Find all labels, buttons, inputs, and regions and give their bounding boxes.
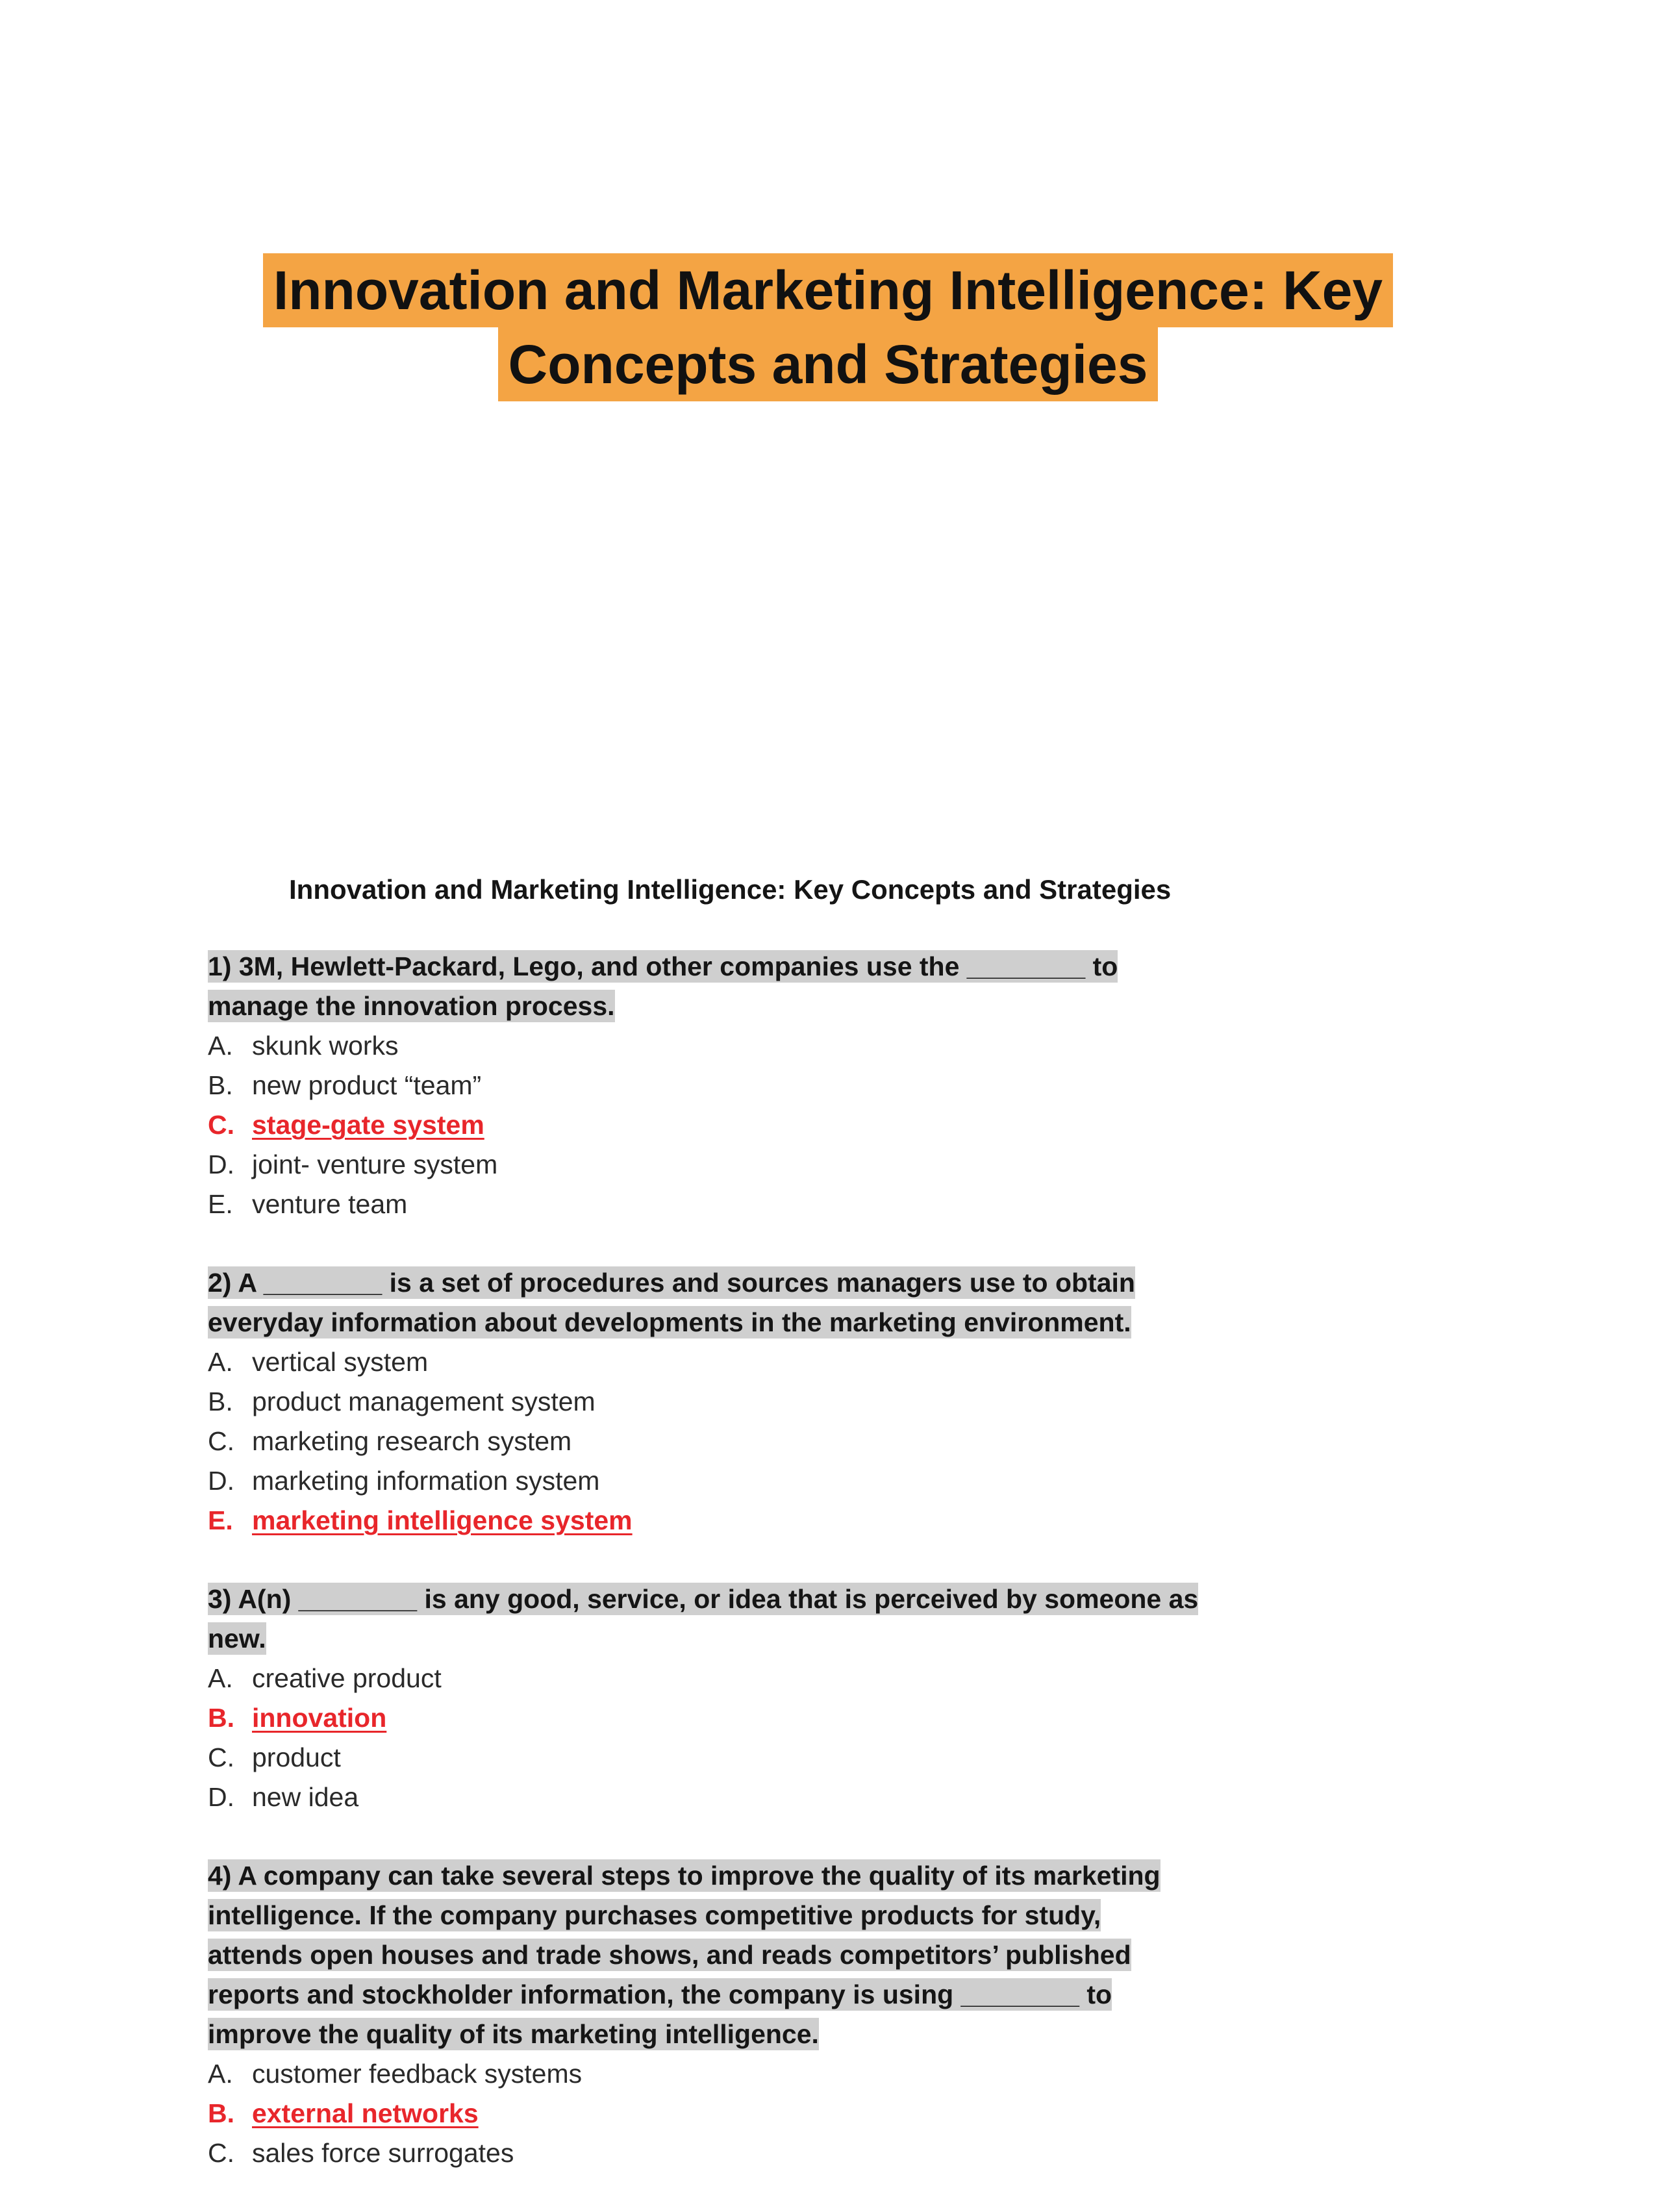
option-text: skunk works [252,1031,399,1061]
option-letter: A. [208,1031,233,1061]
option-letter: D. [208,1466,234,1496]
option-text: creative product [252,1663,442,1693]
option-text: customer feedback systems [252,2059,583,2089]
option-letter: A. [208,1347,233,1377]
option [208,1342,1221,1382]
option-letter: E. [208,1189,233,1219]
option-letter: C. [208,1426,234,1456]
option-text: innovation [252,1703,387,1733]
option-text: new product “team” [252,1070,482,1100]
option-text: stage-gate system [252,1110,484,1140]
option-letter: B. [208,1703,234,1733]
question-text-highlight: 4) A company can take several steps to improve the quality of its marketing intelligence. If the company purchases competitive products for study, attends open houses and trade shows, and reads competitors’ published reports and stockholder information, the company is using ________ to improve the quality of its marketing intelligence. [208,1861,1160,2049]
question-text [208,1579,1201,1659]
option-letter: A. [208,2059,233,2089]
option-letter: B. [208,2098,234,2128]
option-text: vertical system [252,1347,429,1377]
page-title [0,253,1656,401]
title-line-2: Concepts and Strategies [498,327,1159,401]
option-text: new idea [252,1782,359,1812]
option-letter: D. [208,1150,234,1179]
question-text-highlight: 1) 3M, Hewlett-Packard, Lego, and other companies use the ________ to manage the innovation process. [208,951,1118,1021]
question-text [208,947,1201,1026]
option-text: sales force surrogates [252,2138,514,2168]
option [208,2133,1221,2173]
correct-option [208,2094,1221,2133]
option-letter: B. [208,1387,233,1416]
option-letter: E. [208,1505,233,1535]
question-1 [208,947,1221,1224]
option-text: marketing information system [252,1466,600,1496]
title-line-1: Innovation and Marketing Intelligence: Key [263,253,1393,327]
option-text: external networks [252,2098,479,2128]
option [208,1422,1221,1461]
option-text: marketing intelligence system [252,1505,633,1535]
option-letter: C. [208,1742,234,1772]
option-letter: B. [208,1070,233,1100]
option-text: venture team [252,1189,408,1219]
option-letter: C. [208,2138,234,2168]
option [208,1738,1221,1778]
option [208,1185,1221,1224]
option [208,1778,1221,1817]
option [208,1145,1221,1185]
option-letter: C. [208,1110,234,1140]
correct-option [208,1501,1221,1540]
question-text-highlight: 3) A(n) ________ is any good, service, or idea that is perceived by someone as new. [208,1584,1199,1653]
option-text: product [252,1742,341,1772]
question-text [208,1856,1201,2054]
document-body [208,870,1221,2212]
question-4 [208,1856,1221,2173]
document-heading: Innovation and Marketing Intelligence: Key Concepts and Strategies [289,874,1172,905]
question-2 [208,1263,1221,1540]
option [208,1066,1221,1105]
option [208,1461,1221,1501]
question-text-highlight: 2) A ________ is a set of procedures and sources managers use to obtain everyday information about developments in the marketing environment. [208,1268,1135,1337]
question-text [208,1263,1201,1342]
option-letter: D. [208,1782,234,1812]
option [208,1659,1221,1698]
option-text: product management system [252,1387,596,1416]
option [208,1382,1221,1422]
option-text: marketing research system [252,1426,572,1456]
option [208,2054,1221,2094]
correct-option [208,1105,1221,1145]
option-letter: A. [208,1663,233,1693]
correct-option [208,1698,1221,1738]
question-3 [208,1579,1221,1817]
option-text: joint- venture system [252,1150,498,1179]
option [208,1026,1221,1066]
